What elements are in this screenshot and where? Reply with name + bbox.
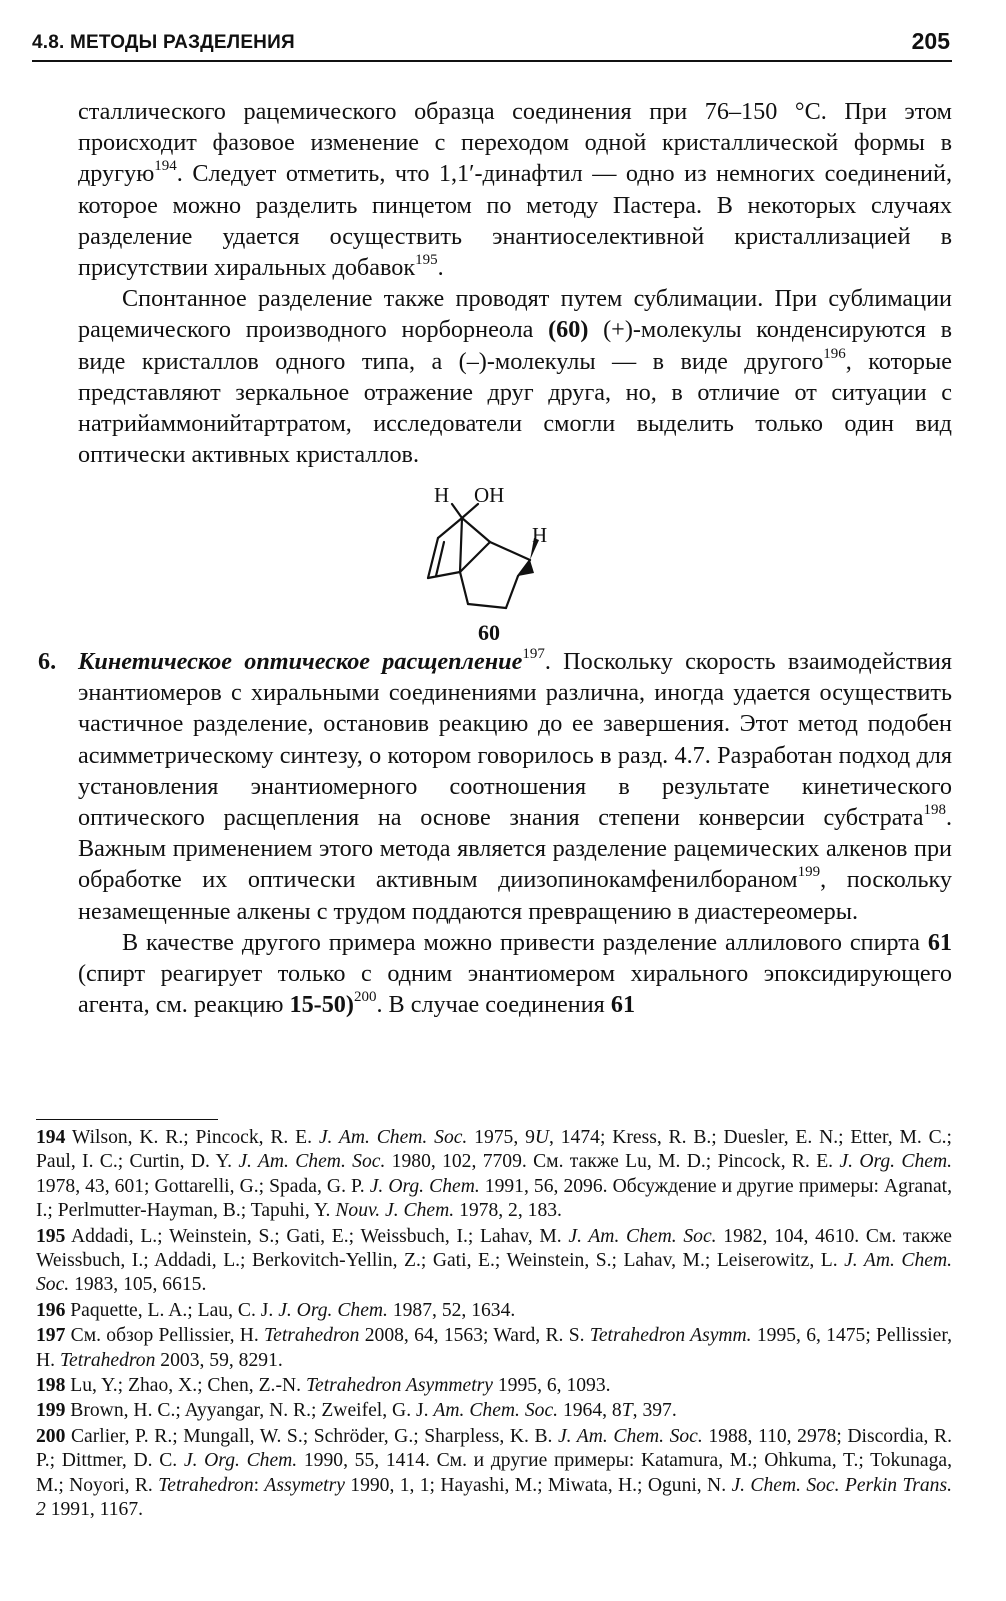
- ref-196: 196: [823, 345, 846, 362]
- compound-ref-60: (60): [548, 316, 589, 344]
- ref-199: 199: [797, 864, 821, 881]
- atom-oh: OH: [474, 483, 505, 507]
- ref-200: 200: [353, 988, 377, 1005]
- paragraph-4: В качестве другого примера можно привести разделение аллилового спирта 61 (спирт реагирует только с одним энантиомером хирального эпоксидирующего агента, см. реакцию 15-50)$^{200}$. В случае соединения 61: [78, 928, 952, 1019]
- footnote-198: 198 Lu, Y.; Zhao, X.; Chen, Z.-N. Tetrahedron Asymmetry 1995, 6, 1093.: [36, 1375, 611, 1397]
- footnote-divider: [36, 1119, 218, 1120]
- main-text-bottom: [38, 645, 952, 1020]
- norborneol-structure-60: [420, 480, 560, 620]
- compound-label-60: 60: [478, 620, 500, 645]
- ref-198: 198: [923, 801, 946, 818]
- footnotes: [36, 1126, 952, 1524]
- ref-194: 194: [154, 158, 177, 175]
- reaction-ref: 15-50): [289, 991, 354, 1019]
- footnote-196: 196 Paquette, L. A.; Lau, C. J. J. Org. Chem. 1987, 52, 1634.: [36, 1299, 516, 1321]
- ref-197: 197: [522, 645, 545, 662]
- paragraph-3: Кинетическое оптическое расщепление$^{197}$. Поскольку скорость взаимодействия энантиомеров с хиральными соединениями различна, иногда удается осуществить частичное разделение, остановив реакцию до ее завершения. Этот метод подобен асимметрическому синтезу, о котором говорилось в разд. 4.7. Разработан подход для установления энантиомерного соотношения в результате кинетического оптического расщепления на основе знания степени конверсии субстрата$^{198}$. Важным применением этого метода является разделение рацемических алкенов при обработке их оптически активным диизопинокамфенилбораном$^{199}$, поскольку незамещенные алкены с трудом поддаются превращению в диастереомеры.: [78, 645, 952, 925]
- page-number: 205: [911, 28, 950, 54]
- item-number: 6.: [38, 648, 57, 675]
- atom-h-1: H: [434, 483, 450, 507]
- paragraph-1: сталлического рацемического образца соединения при 76–150 °С. При этом происходит фазовое изменение с переходом одной кристаллической формы в другую$^{194}$. Следует отметить, что 1,1′-динафтил — одно из немногих соединений, которое можно разделить пинцетом по методу Пастера. В некоторых случаях разделение удается осуществить энантиоселективной кристаллизацией в присутствии хиральных добавок$^{195}$.: [78, 98, 952, 282]
- footnote-197: 197 См. обзор Pellissier, H. Tetrahedron 2008, 64, 1563; Ward, R. S. Tetrahedron Asymm. 1995, 6, 1475; Pellissier, H. Tetrahedron 2003, 59, 8291.: [36, 1325, 952, 1371]
- compound-ref-61-b: 61: [610, 991, 636, 1019]
- atom-h-2: H: [532, 523, 548, 547]
- footnote-200: 200 Carlier, P. R.; Mungall, W. S.; Schröder, G.; Sharpless, K. B. J. Am. Chem. Soc. 1988, 110, 2978; Discordia, R. P.; Dittmer, D. C. J. Org. Chem. 1990, 55, 1414. См. и другие примеры: Katamura, M.; Ohkuma, T.; Tokunaga, M.; Noyori, R. Tetrahedron: Assymetry 1990, 1, 1; Hayashi, M.; Miwata, H.; Oguni, N. J. Chem. Soc. Perkin Trans. 2 1991, 1167.: [36, 1425, 953, 1521]
- ref-195: 195: [415, 251, 438, 268]
- section-title: Кинетическое оптическое расщепление: [78, 648, 523, 675]
- page-header: [32, 26, 952, 62]
- footnote-195: 195 Addadi, L.; Weinstein, S.; Gati, E.; Weissbuch, I.; Lahav, M. J. Am. Chem. Soc. 1982, 104, 4610. См. также Weissbuch, I.; Addadi, L.; Berkovitch-Yellin, Z.; Gati, E.; Weinstein, S.; Lahav, M.; Leiserowitz, L. J. Am. Chem. Soc. 1983, 105, 6615.: [36, 1225, 952, 1296]
- footnote-194: 194 Wilson, K. R.; Pincock, R. E. J. Am. Chem. Soc. 1975, 9U, 1474; Kress, R. B.; Duesler, E. N.; Etter, M. C.; Paul, I. C.; Curtin, D. Y. J. Am. Chem. Soc. 1980, 102, 7709. См. также Lu, M. D.; Pincock, R. E. J. Org. Chem. 1978, 43, 601; Gottarelli, G.; Spada, G. P. J. Org. Chem. 1991, 56, 2096. Обсуждение и другие примеры: Agranat, I.; Perlmutter-Hayman, B.; Tapuhi, Y. Nouv. J. Chem. 1978, 2, 183.: [36, 1127, 953, 1222]
- main-text-top: [78, 96, 952, 470]
- footnote-199: 199 Brown, H. C.; Ayyangar, N. R.; Zweifel, G. J. Am. Chem. Soc. 1964, 8T, 397.: [36, 1400, 677, 1422]
- paragraph-2: Спонтанное разделение также проводят путем сублимации. При сублимации рацемического производного норборнеола (60) (+)-молекулы конденсируются в виде кристаллов одного типа, а (–)-молекулы — в виде другого$^{196}$, которые представляют зеркальное отражение друг друга, но, в отличие от ситуации с натрийаммонийтартратом, исследователи смогли выделить только один вид оптически активных кристаллов.: [78, 285, 952, 469]
- running-head: 4.8. МЕТОДЫ РАЗДЕЛЕНИЯ: [32, 32, 295, 53]
- compound-ref-61: 61: [927, 928, 952, 956]
